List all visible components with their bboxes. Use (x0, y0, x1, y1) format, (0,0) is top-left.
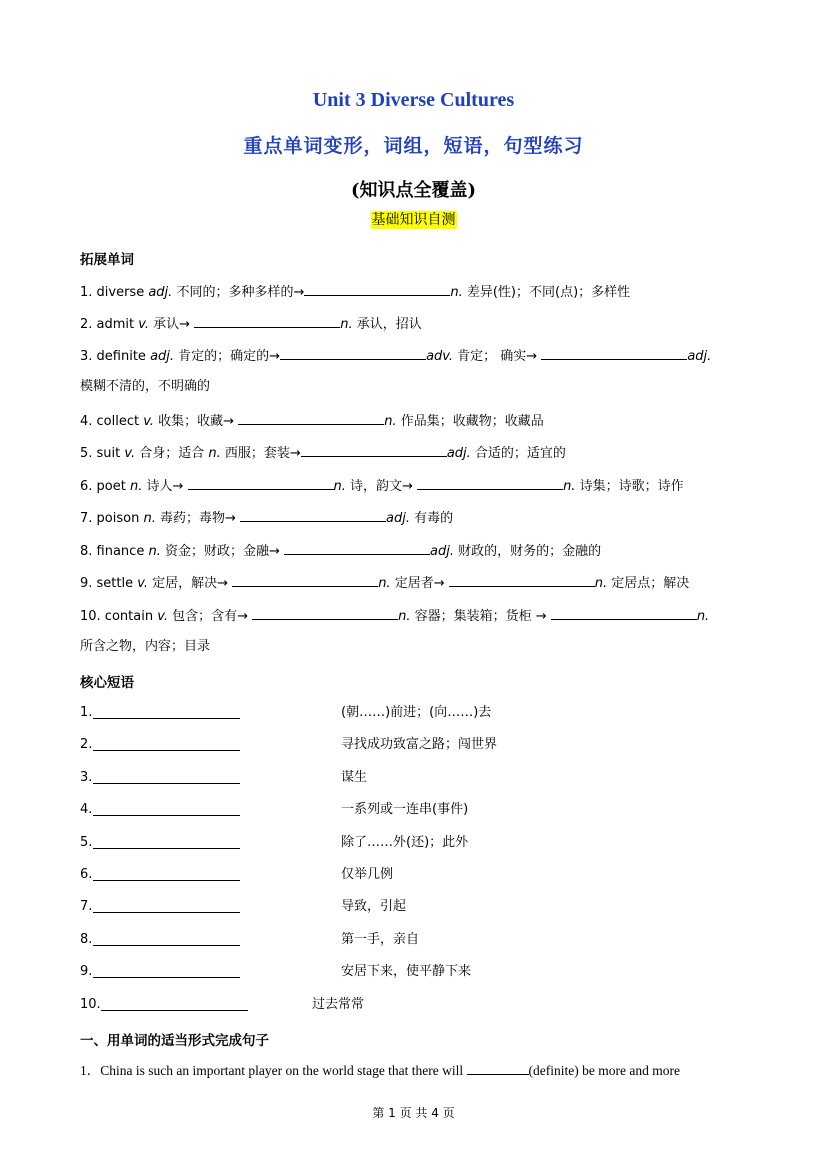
phrase-number: 6. (80, 867, 93, 882)
phrase-row (0, 931, 827, 949)
phrase-meaning: 除了……外(还)；此外 (341, 835, 469, 850)
phrase-number: 4. (80, 802, 93, 817)
vocab-item: 9. settle v. 定居，解决→ n. 定居者→ n. 定居点；解决 (80, 573, 689, 593)
phrase-blank[interactable] (93, 945, 240, 946)
vocab-item: 2. admit v. 承认→ n. 承认，招认 (80, 314, 422, 334)
vocab-item: 4. collect v. 收集；收藏→ n. 作品集；收藏物；收藏品 (80, 411, 544, 431)
answer-blank[interactable] (551, 606, 697, 620)
answer-blank[interactable] (449, 573, 595, 587)
page-footer: 第 1 页 共 4 页 (372, 1106, 455, 1120)
answer-blank[interactable] (194, 314, 340, 328)
phrase-number: 1. (80, 705, 93, 720)
vocab-item: 10. contain v. 包含；含有→ n. 容器；集装箱；货柜 → n. (80, 606, 709, 626)
vocab-item: 8. finance n. 资金；财政；金融→ adj. 财政的，财务的；金融的 (80, 541, 601, 561)
phrase-row (0, 834, 827, 852)
vocab-item: 3. definite adj. 肯定的；确定的→ adv. 肯定； 确实→ adj. (80, 346, 711, 366)
answer-blank[interactable] (252, 606, 398, 620)
answer-blank[interactable] (240, 508, 386, 522)
phrase-row (0, 801, 827, 819)
phrase-meaning: 安居下来，使平静下来 (341, 964, 472, 979)
phrase-blank[interactable] (93, 977, 240, 978)
vocab-item: 1. diverse adj. 不同的；多种多样的→ n. 差异(性)；不同(点)；多样性 (80, 282, 630, 302)
answer-blank[interactable] (284, 541, 430, 555)
phrase-number: 10. (80, 997, 101, 1012)
phrase-blank[interactable] (93, 815, 240, 816)
phrase-meaning: 过去常常 (312, 997, 365, 1012)
section-label: 基础知识自测 (371, 212, 456, 228)
phrase-meaning: 一系列或一连串(事件) (341, 802, 469, 817)
phrase-blank[interactable] (93, 783, 240, 784)
phrase-meaning: 谋生 (341, 770, 368, 785)
phrase-blank[interactable] (93, 848, 240, 849)
unit-title: Unit 3 Diverse Cultures (312, 89, 515, 111)
phrase-row (0, 769, 827, 787)
phrase-row (0, 898, 827, 916)
phrase-meaning: 导致，引起 (341, 899, 407, 914)
phrase-blank[interactable] (93, 718, 240, 719)
vocab-item-continued: 模糊不清的，不明确的 (80, 379, 211, 394)
answer-blank[interactable] (301, 443, 447, 457)
phrase-row (0, 866, 827, 884)
phrase-blank[interactable] (93, 912, 240, 913)
page-subtitle: 重点单词变形，词组，短语，句型练习 (243, 135, 584, 157)
phrase-row (0, 704, 827, 722)
phrase-number: 5. (80, 835, 93, 850)
phrase-blank[interactable] (93, 880, 240, 881)
answer-blank[interactable] (541, 346, 687, 360)
exercise-question: 1．China is such an important player on the world stage that there will (definite) be more and more (80, 1063, 680, 1078)
phrase-blank[interactable] (101, 1010, 248, 1011)
phrase-meaning: (朝……)前进；(向……)去 (341, 705, 492, 720)
phrase-row (0, 736, 827, 754)
answer-blank[interactable] (467, 1061, 529, 1075)
vocab-item: 7. poison n. 毒药；毒物→ adj. 有毒的 (80, 508, 453, 528)
answer-blank[interactable] (304, 282, 450, 296)
answer-blank[interactable] (232, 573, 378, 587)
phrase-blank[interactable] (93, 750, 240, 751)
phrase-meaning: 第一手，亲自 (341, 932, 420, 947)
section-label-wrap (0, 209, 827, 229)
phrase-meaning: 仅举几例 (341, 867, 394, 882)
answer-blank[interactable] (280, 346, 426, 360)
phrases-heading: 核心短语 (80, 675, 134, 691)
phrase-meaning: 寻找成功致富之路；闯世界 (341, 737, 498, 752)
phrase-row (0, 963, 827, 981)
answer-blank[interactable] (238, 411, 384, 425)
vocab-item: 5. suit v. 合身；适合 n. 西服；套装→ adj. 合适的；适宜的 (80, 443, 566, 463)
answer-blank[interactable] (188, 476, 334, 490)
vocab-heading: 拓展单词 (80, 252, 134, 268)
phrase-row (0, 996, 827, 1014)
exercise-heading: 一、用单词的适当形式完成句子 (80, 1033, 269, 1049)
vocab-item: 6. poet n. 诗人→ n. 诗，韵文→ n. 诗集；诗歌；诗作 (80, 476, 684, 496)
phrase-number: 3. (80, 770, 93, 785)
coverage-note: (知识点全覆盖) (350, 180, 477, 201)
vocab-item-continued: 所含之物，内容；目录 (80, 639, 211, 654)
phrase-number: 2. (80, 737, 93, 752)
phrase-number: 7. (80, 899, 93, 914)
phrase-number: 8. (80, 932, 93, 947)
answer-blank[interactable] (417, 476, 563, 490)
phrase-number: 9. (80, 964, 93, 979)
